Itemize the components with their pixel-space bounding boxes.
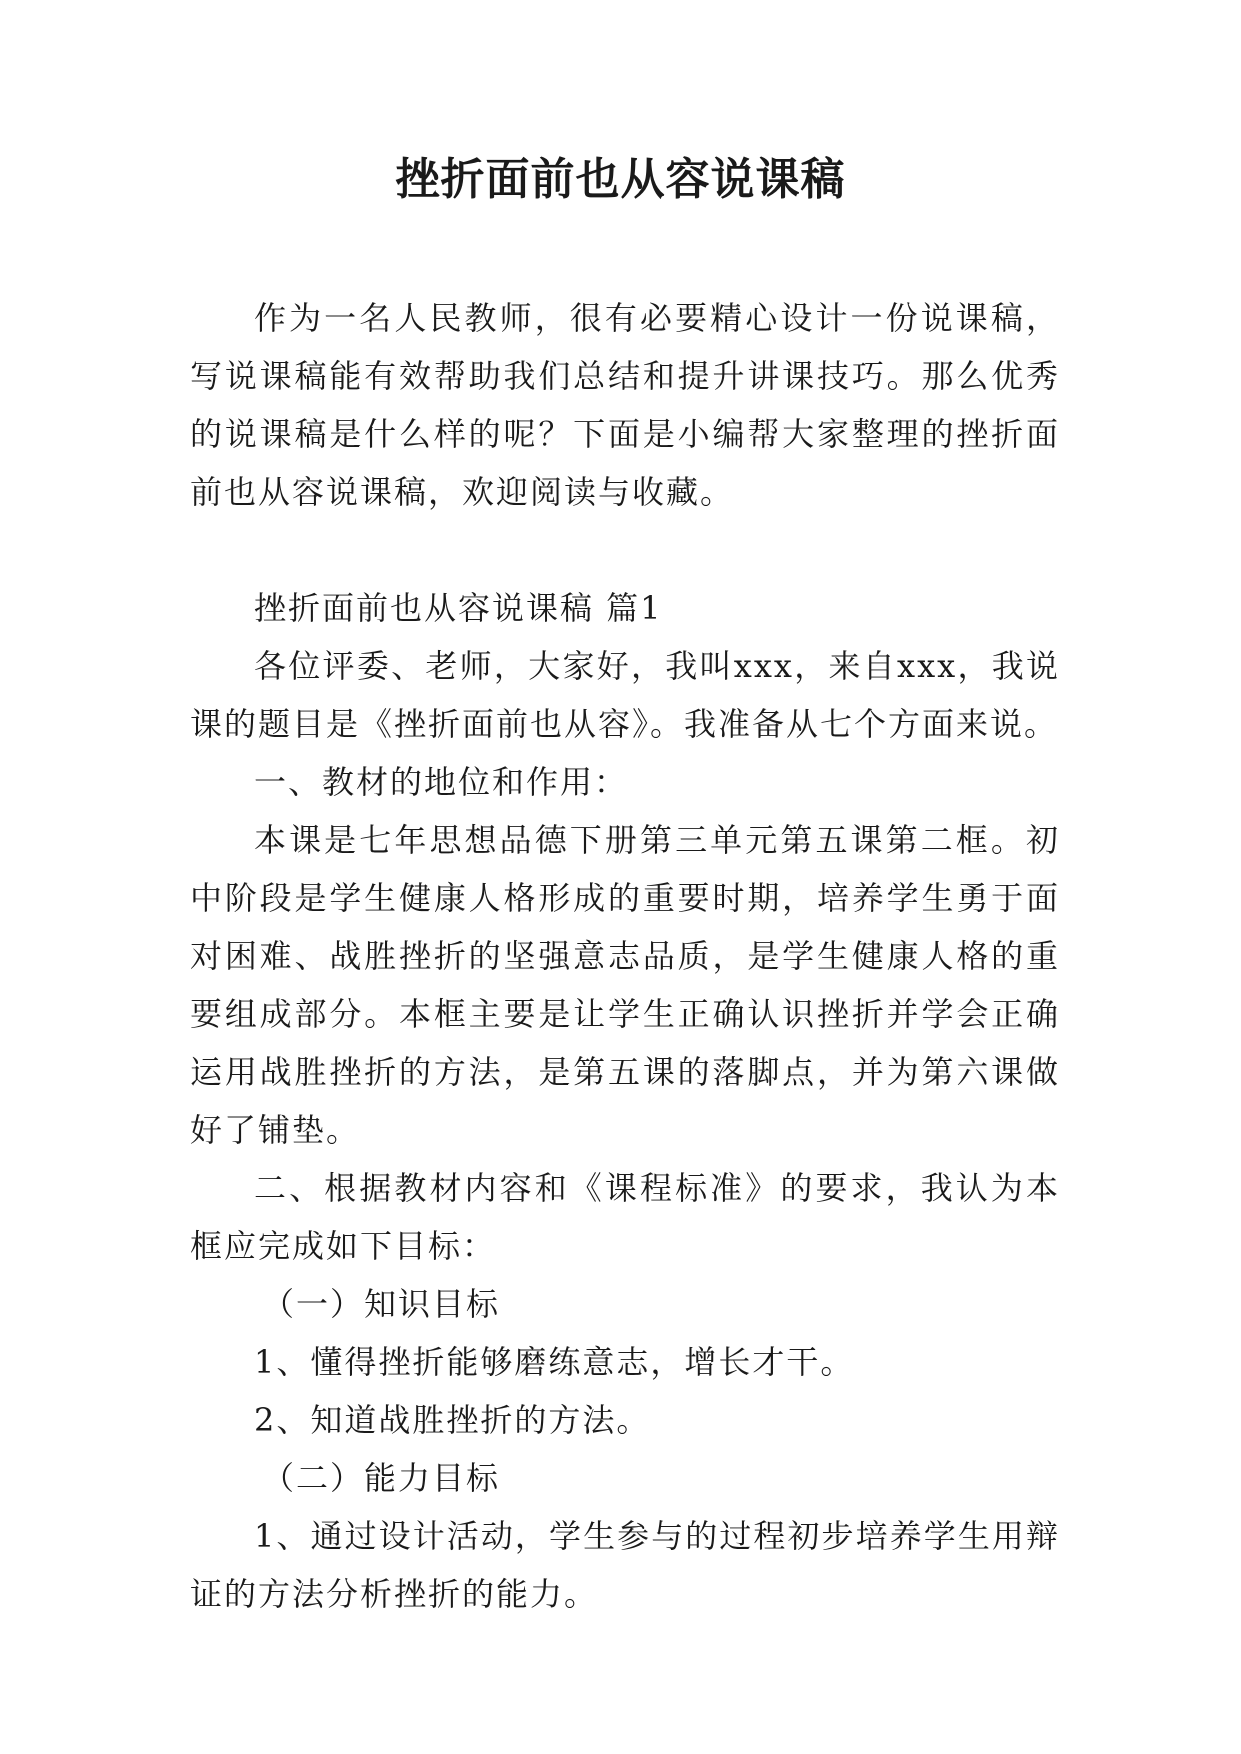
- textbook-paragraph: 本课是七年思想品德下册第三单元第五课第二框。初中阶段是学生健康人格形成的重要时期，培养学生勇于面对困难、战胜挫折的坚强意志品质，是学生健康人格的重要组成部分。本框主要是让学生正确认识挫折并学会正确运用战胜挫折的方法，是第五课的落脚点，并为第六课做好了铺垫。: [190, 821, 1060, 1149]
- subsection-knowledge: （一）知识目标: [262, 1285, 501, 1323]
- section-heading: 挫折面前也从容说课稿 篇1: [254, 589, 663, 627]
- section-title-2: 二、根据教材内容和《课程标准》的要求，我认为本框应完成如下目标：: [190, 1169, 1060, 1265]
- document-body: [190, 289, 1060, 1623]
- ability-item-1: 1、通过设计活动，学生参与的过程初步培养学生用辩证的方法分析挫折的能力。: [190, 1517, 1060, 1613]
- greeting-paragraph: 各位评委、老师，大家好，我叫xxx，来自xxx，我说课的题目是《挫折面前也从容》。我准备从七个方面来说。: [190, 647, 1060, 743]
- knowledge-item-1: 1、懂得挫折能够磨练意志，增长才干。: [254, 1343, 855, 1381]
- document-title: 挫折面前也从容说课稿: [395, 154, 846, 205]
- subsection-ability: （二）能力目标: [262, 1459, 501, 1497]
- intro-paragraph: 作为一名人民教师，很有必要精心设计一份说课稿，写说课稿能有效帮助我们总结和提升讲课技巧。那么优秀的说课稿是什么样的呢？下面是小编帮大家整理的挫折面前也从容说课稿，欢迎阅读与收藏。: [190, 299, 1060, 511]
- section-title-1: 一、教材的地位和作用：: [254, 763, 629, 801]
- knowledge-item-2: 2、知道战胜挫折的方法。: [254, 1401, 651, 1439]
